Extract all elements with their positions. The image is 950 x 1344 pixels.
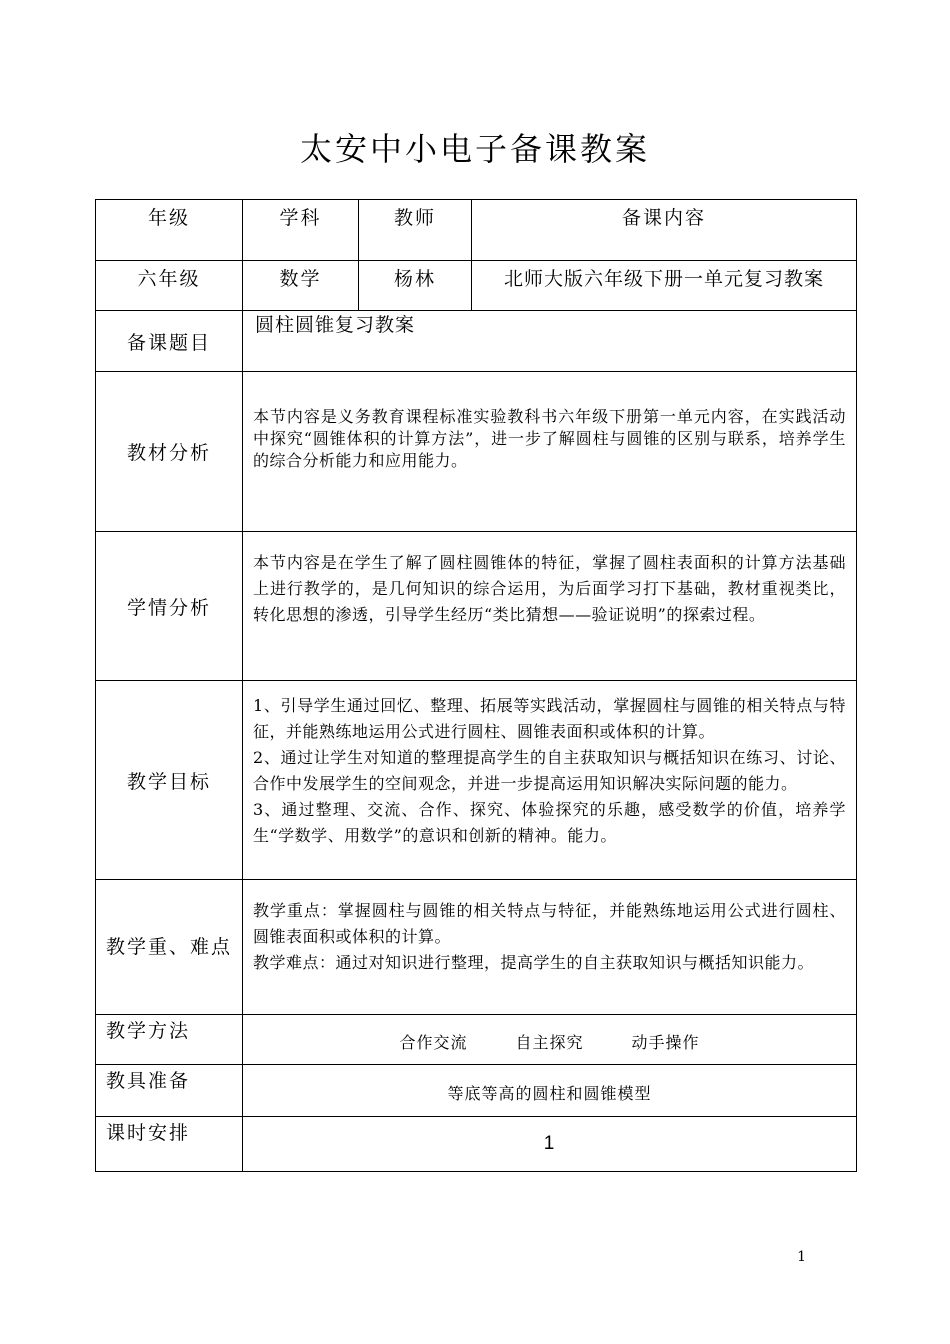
content-value: 北师大版六年级下册一单元复习教案 — [472, 261, 857, 311]
objectives-label: 教学目标 — [96, 681, 243, 880]
lesson-plan-table — [95, 199, 857, 1172]
student-analysis-text — [243, 532, 857, 681]
subject-header: 学科 — [243, 200, 359, 261]
topic-row — [96, 311, 857, 372]
material-analysis-text — [243, 372, 857, 532]
teacher-value: 杨林 — [359, 261, 472, 311]
student-analysis-paragraph: 本节内容是在学生了解了圆柱圆锥体的特征，掌握了圆柱表面积的计算方法基础上进行教学的，是几何知识的综合运用，为后面学习打下基础，教材重视类比，转化思想的渗透，引导学生经历“类比猜想——验证说明”的探索过程。 — [253, 553, 846, 624]
topic-label: 备课题目 — [96, 311, 243, 372]
material-analysis-label: 教材分析 — [96, 372, 243, 532]
grade-value: 六年级 — [96, 261, 243, 311]
header-row — [96, 200, 857, 261]
student-analysis-row — [96, 532, 857, 681]
periods-value: 1 — [243, 1117, 857, 1172]
key-points-label: 教学重、难点 — [96, 880, 243, 1015]
methods-label: 教学方法 — [96, 1015, 243, 1065]
methods-value — [243, 1015, 857, 1065]
subject-value: 数学 — [243, 261, 359, 311]
content-header: 备课内容 — [472, 200, 857, 261]
key-focus: 教学重点：掌握圆柱与圆锥的相关特点与特征，并能熟练地运用公式进行圆柱、圆锥表面积或体积的计算。 — [253, 901, 846, 946]
objective-item-3: 3、通过整理、交流、合作、探究、体验探究的乐趣，感受数学的价值，培养学生“学数学、用数学”的意识和创新的精神。能力。 — [253, 800, 846, 845]
key-points-row — [96, 880, 857, 1015]
periods-label: 课时安排 — [96, 1117, 243, 1172]
objective-item-2: 2、通过让学生对知道的整理提高学生的自主获取知识与概括知识在练习、讨论、合作中发展学生的空间观念，并进一步提高运用知识解决实际问题的能力。 — [253, 748, 846, 793]
material-analysis-row — [96, 372, 857, 532]
info-row — [96, 261, 857, 311]
objective-item-1: 1、引导学生通过回忆、整理、拓展等实践活动，掌握圆柱与圆锥的相关特点与特征，并能熟练地运用公式进行圆柱、圆锥表面积或体积的计算。 — [253, 696, 846, 741]
material-analysis-paragraph: 本节内容是义务教育课程标准实验教科书六年级下册第一单元内容，在实践活动中探究“圆锥体积的计算方法”，进一步了解圆柱与圆锥的区别与联系，培养学生的综合分析能力和应用能力。 — [253, 407, 846, 470]
method-item: 动手操作 — [631, 1033, 700, 1052]
teacher-header: 教师 — [359, 200, 472, 261]
periods-row — [96, 1117, 857, 1172]
method-item: 自主探究 — [515, 1033, 584, 1052]
methods-row — [96, 1015, 857, 1065]
student-analysis-label: 学情分析 — [96, 532, 243, 681]
method-item: 合作交流 — [399, 1033, 468, 1052]
topic-value: 圆柱圆锥复习教案 — [243, 311, 857, 372]
tools-value: 等底等高的圆柱和圆锥模型 — [243, 1065, 857, 1117]
document-title: 太安中小电子备课教案 — [299, 130, 650, 168]
objectives-text — [243, 681, 857, 880]
page-number: 1 — [797, 1249, 806, 1265]
tools-label: 教具准备 — [96, 1065, 243, 1117]
objectives-row — [96, 681, 857, 880]
grade-header: 年级 — [96, 200, 243, 261]
key-difficulty: 教学难点：通过对知识进行整理，提高学生的自主获取知识与概括知识能力。 — [253, 953, 815, 972]
key-points-text — [243, 880, 857, 1015]
tools-row — [96, 1065, 857, 1117]
